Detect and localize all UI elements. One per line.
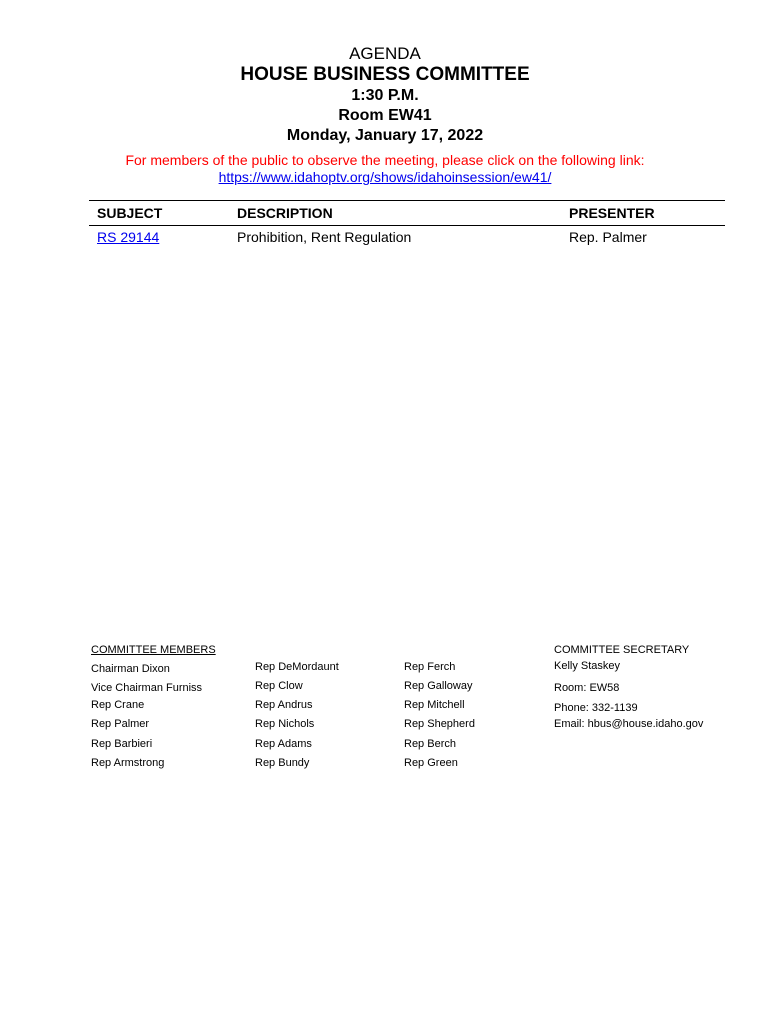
stream-link[interactable]: https://www.idahoptv.org/shows/idahoinsession/ew41/ xyxy=(218,169,552,185)
member-name: Rep Crane xyxy=(91,699,145,711)
table-header-rule xyxy=(89,225,725,226)
meeting-date: Monday, January 17, 2022 xyxy=(286,127,484,144)
secretary-email: Email: hbus@house.idaho.gov xyxy=(554,718,704,730)
member-name: Rep Barbieri xyxy=(91,738,153,750)
member-name: Rep Adams xyxy=(255,738,312,750)
member-name: Rep Nichols xyxy=(255,718,315,730)
table-top-rule xyxy=(89,200,725,201)
committee-members-heading: COMMITTEE MEMBERS xyxy=(91,644,216,656)
committee-title: HOUSE BUSINESS COMMITTEE xyxy=(240,64,530,85)
member-name: Rep Green xyxy=(404,757,458,769)
bill-presenter: Rep. Palmer xyxy=(569,229,647,245)
member-name: Rep Berch xyxy=(404,738,456,750)
header-subject: SUBJECT xyxy=(97,205,163,221)
bill-description: Prohibition, Rent Regulation xyxy=(237,229,412,245)
member-name: Rep Mitchell xyxy=(404,699,465,711)
public-notice: For members of the public to observe the meeting, please click on the following link: xyxy=(125,152,645,168)
bill-link[interactable]: RS 29144 xyxy=(97,229,160,245)
member-name: Rep Bundy xyxy=(255,757,310,769)
member-name: Rep Galloway xyxy=(404,680,473,692)
header-presenter: PRESENTER xyxy=(569,205,655,221)
secretary-phone: Phone: 332-1139 xyxy=(554,702,638,714)
meeting-room: Room EW41 xyxy=(338,107,432,124)
member-name: Rep Palmer xyxy=(91,718,150,730)
secretary-name: Kelly Staskey xyxy=(554,660,621,672)
member-name: Rep DeMordaunt xyxy=(255,661,339,673)
member-name: Chairman Dixon xyxy=(91,663,170,675)
secretary-room: Room: EW58 xyxy=(554,682,620,694)
member-name: Vice Chairman Furniss xyxy=(91,682,203,694)
member-name: Rep Armstrong xyxy=(91,757,165,769)
member-name: Rep Andrus xyxy=(255,699,313,711)
member-name: Rep Clow xyxy=(255,680,303,692)
member-name: Rep Ferch xyxy=(404,661,456,673)
committee-secretary-heading: COMMITTEE SECRETARY xyxy=(554,644,690,656)
meeting-time: 1:30 P.M. xyxy=(351,87,419,104)
agenda-label: AGENDA xyxy=(349,44,421,63)
header-description: DESCRIPTION xyxy=(237,205,333,221)
member-name: Rep Shepherd xyxy=(404,718,475,730)
